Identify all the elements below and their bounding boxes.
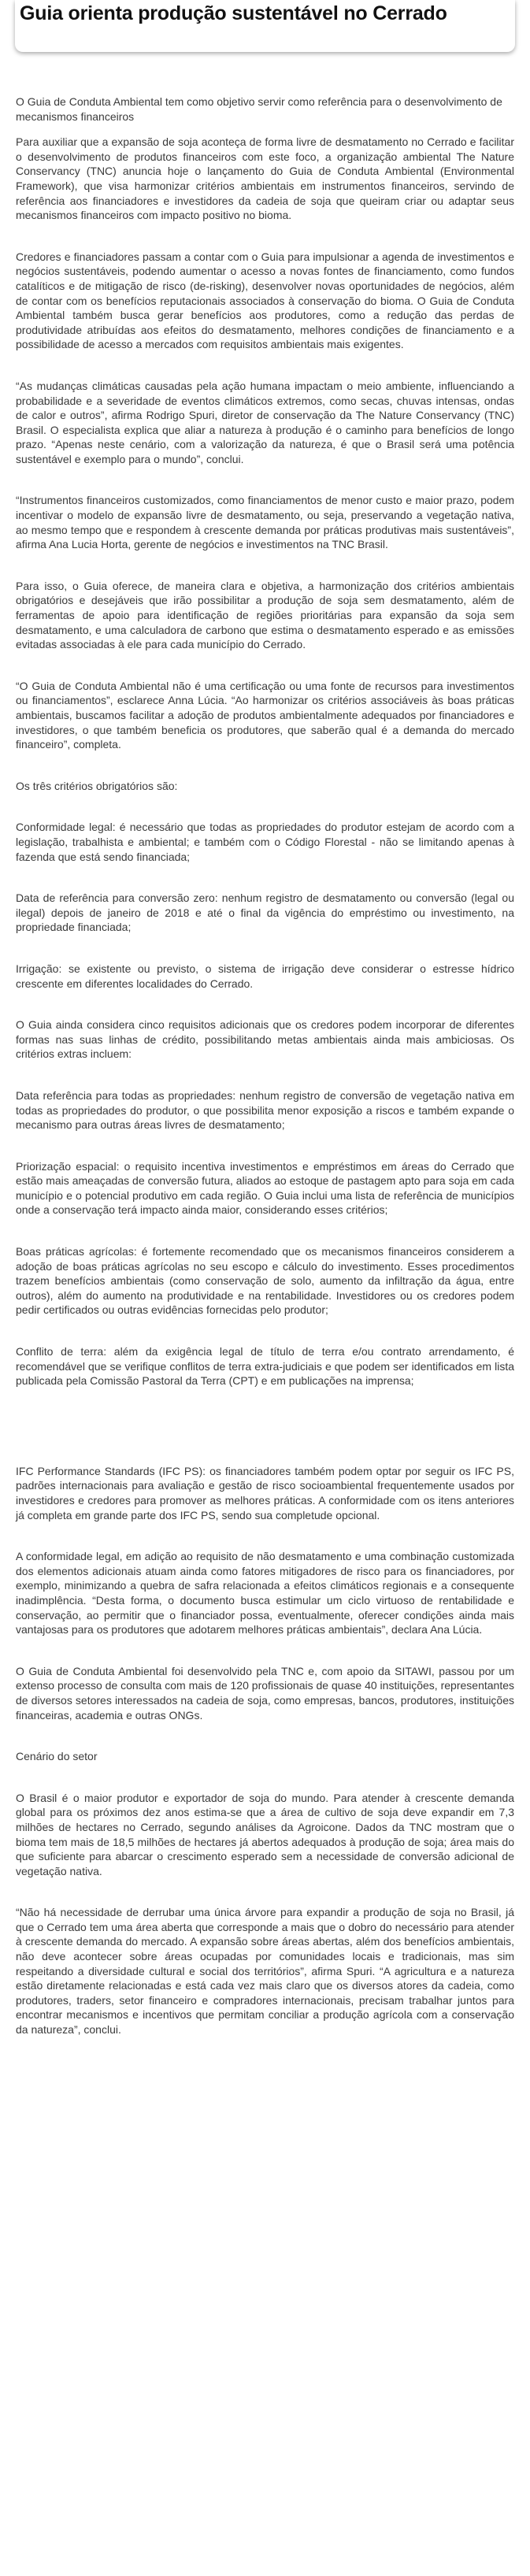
article-body [0,52,530,2037]
paragraph-quote-spuri: “As mudanças climáticas causadas pela ação humana impactam o meio ambiente, influenciando a probabilidade e a severidade de eventos climáticos extremos, como secas, chuvas intensas, ondas de calor e outros”, afirma Rodrigo Spuri, diretor de conservação da The Nature Conservancy (TNC) Brasil. O especialista explica que aliar a natureza à produção é o caminho para benefícios de longo prazo. “Apenas neste cenário, com a valorização da natureza, é que o Brasil será uma potência sustentável e exemplo para o mundo”, conclui. [16,379,514,465]
paragraph-intro: Para auxiliar que a expansão de soja aconteça de forma livre de desmatamento no Cerrado e facilitar o desenvolvimento de produtos financeiros com este foco, a organização ambiental The Nature Conservancy (TNC) anuncia hoje o lançamento do Guia de Conduta Ambiental (Environmental Framework), que visa harmonizar critérios ambientais em instrumentos financeiros, servindo de referência aos financiadores e investidores da cadeia de soja que queiram criar ou adaptar seus mecanismos financeiros com impacto positivo no bioma. [16,135,514,222]
page-title: Guia orienta produção sustentável no Cerrado [20,2,447,24]
paragraph-boas-praticas: Boas práticas agrícolas: é fortemente recomendado que os mecanismos financeiros considerem a adoção de boas práticas agrícolas no seu escopo e cálculo do investimento. Esses procedimentos trazem benefícios ambientais (como conservação de solo, aumento da infiltração da água, entre outros), além do aumento na produtividade e na rentabilidade. Investidores ou os credores podem pedir certificados ou outras evidências fornecidas pelo produtor; [16,1245,514,1317]
paragraph-quote-final: “Não há necessidade de derrubar uma única árvore para expandir a produção de soja no Brasil, já que o Cerrado tem uma área aberta que corresponde a mais que o dobro do necessário para atender à crescente demanda do mercado. A expansão sobre áreas abertas, além dos benefícios ambientais, não deve acontecer sobre áreas ocupadas por comunidades locais e tradicionais, mas sim respeitando a diversidade cultural e social dos territórios”, afirma Spuri. “A agricultura e a natureza estão diretamente relacionadas e está cada vez mais claro que os diversos atores da cadeia, como produtores, traders, setor financeiro e compradores internacionais, precisam trabalhar juntos para encontrar mecanismos e incentivos que permitam conciliar a produção agrícola com a conservação da natureza”, conclui. [16,1906,514,2037]
paragraph-brasil: O Brasil é o maior produtor e exportador de soja do mundo. Para atender à crescente demanda global para os próximos dez anos estima-se que a área de cultivo de soja deve expandir em 7,3 milhões de hectares no Cerrado, segundo análises da Agroicone. Dados da TNC mostram que o bioma tem mais de 18,5 milhões de hectares já abertos adequados à produção de soja; área mais do que suficiente para abarcar o crescimento esperado sem a necessidade de conversão adicional de vegetação nativa. [16,1791,514,1877]
paragraph-requisitos-adicionais: O Guia ainda considera cinco requisitos adicionais que os credores podem incorporar de diferentes formas nas suas linhas de crédito, possibilitando metas ambientais ainda mais ambiciosas. Os critérios extras incluem: [16,1018,514,1061]
section-heading-cenario: Cenário do setor [16,1750,98,1763]
paragraph-data-todas: Data referência para todas as propriedades: nenhum registro de conversão de vegetação nativa em todas as propriedades do produtor, o que possibilita menor exposição a riscos e também expande o mecanismo para outras áreas livres de desmatamento; [16,1088,514,1132]
paragraph-conformidade-legal: A conformidade legal, em adição ao requisito de não desmatamento e uma combinação customizada dos elementos adicionais atuam ainda como fatores mitigadores de risco para os financiadores, por exemplo, minimizando a quebra de safra relacionada a efeitos climáticos regionais e a consequente inadimplência. “Desta forma, o documento busca estimular um ciclo virtuoso de rentabilidade e conservação, ao permitir que o financiador possa, eventualmente, oferecer condições ainda mais vantajosas para os produtores que adotarem melhores práticas ambientais”, declara Ana Lúcia. [16,1550,514,1636]
paragraph-quote-anna: “O Guia de Conduta Ambiental não é uma certificação ou uma fonte de recursos para investimentos ou financiamentos”, esclarece Anna Lúcia. “Ao harmonizar os critérios associáveis às boas práticas ambientais, buscamos facilitar a adoção de produtos ambientalmente adequados por financiadores e investidores, o que também beneficia os produtores, que saberão qual é a demanda do mercado financeiro”, completa. [16,679,514,751]
paragraph-desenvolvimento: O Guia de Conduta Ambiental foi desenvolvido pela TNC e, com apoio da SITAWI, passou por um extenso processo de consulta com mais de 120 profissionais de quase 40 instituições, representantes de diversos setores interessados na cadeia de soja, como empresas, bancos, produtores, instituições financeiras, academia e outras ONGs. [16,1664,514,1722]
paragraph-criterios-heading: Os três critérios obrigatórios são: [16,779,178,792]
paragraph-irrigacao: Irrigação: se existente ou previsto, o sistema de irrigação deve considerar o estresse hídrico crescente em diferentes localidades do Cerrado. [16,962,514,990]
paragraph-credores: Credores e financiadores passam a contar com o Guia para impulsionar a agenda de investimentos e negócios sustentáveis, podendo aumentar o acesso a novas fontes de financiamento, como fundos catalíticos e de mitigação de risco (de-risking), desenvolver novas oportunidades de negócios, além de contar com os benefícios reputacionais associados à conservação do bioma. O Guia de Conduta Ambiental também busca gerar benefícios aos produtores, como a redução das perdas de produtividade atribuídas aos efeitos do desmatamento, melhores condições de financiamento e a possibilidade de acesso a mercados com requisitos ambientais mais exigentes. [16,250,514,351]
paragraph-quote-horta: “Instrumentos financeiros customizados, como financiamentos de menor custo e maior prazo, podem incentivar o modelo de expansão livre de desmatamento, ou seja, preservando a vegetação nativa, ao mesmo tempo que e respondem à crescente demanda por práticas produtivas mais sustentáveis”, afirma Ana Lucia Horta, gerente de negócios e investimentos na TNC Brasil. [16,494,514,551]
paragraph-conformidade: Conformidade legal: é necessário que todas as propriedades do produtor estejam de acordo com a legislação, trabalhista e ambiental; e também com o Código Florestal - não se limitando apenas à fazenda que está sendo financiada; [16,821,514,863]
article-subtitle: O Guia de Conduta Ambiental tem como objetivo servir como referência para o desenvolvimento de mecanismos financeiros [16,95,502,123]
paragraph-ifc: IFC Performance Standards (IFC PS): os financiadores também podem optar por seguir os IFC PS, padrões internacionais para avaliação e gestão de risco socioambiental frequentemente usados por investidores e credores para promover as melhores práticas. A conformidade com os itens anteriores já completa em grande parte dos IFC PS, sendo sua completude opcional. [16,1464,514,1522]
paragraph-data-referencia: Data de referência para conversão zero: nenhum registro de desmatamento ou conversão (legal ou ilegal) depois de janeiro de 2018 e até o final da vigência do empréstimo ou investimento, na propriedade financiada; [16,891,514,934]
paragraph-priorizacao: Priorização espacial: o requisito incentiva investimentos e empréstimos em áreas do Cerrado que estão mais ameaçadas de conversão futura, aliados ao estoque de pastagem apto para soja em cada município e o potencial produtivo em cada região. O Guia inclui uma lista de referência de municípios onde a conservação terá impacto ainda maior, considerando esses critérios; [16,1159,514,1217]
paragraph-conflito: Conflito de terra: além da exigência legal de título de terra e/ou contrato arrendamento, é recomendável que se verifique conflitos de terra extra-judiciais e que podem ser identificados em lista publicada pela Comissão Pastoral da Terra (CPT) e em publicações na imprensa; [16,1345,514,1388]
paragraph-para-isso: Para isso, o Guia oferece, de maneira clara e objetiva, a harmonização dos critérios ambientais obrigatórios e desejáveis que irão possibilitar a produção de soja sem desmatamento, além de ferramentas de apoio para identificação de regiões prioritárias para expansão da soja sem desmatamento, e uma calculadora de carbono que estima o desmatamento esperado e as emissões evitadas associadas à ele para cada município do Cerrado. [16,579,514,651]
article-header [15,0,515,52]
